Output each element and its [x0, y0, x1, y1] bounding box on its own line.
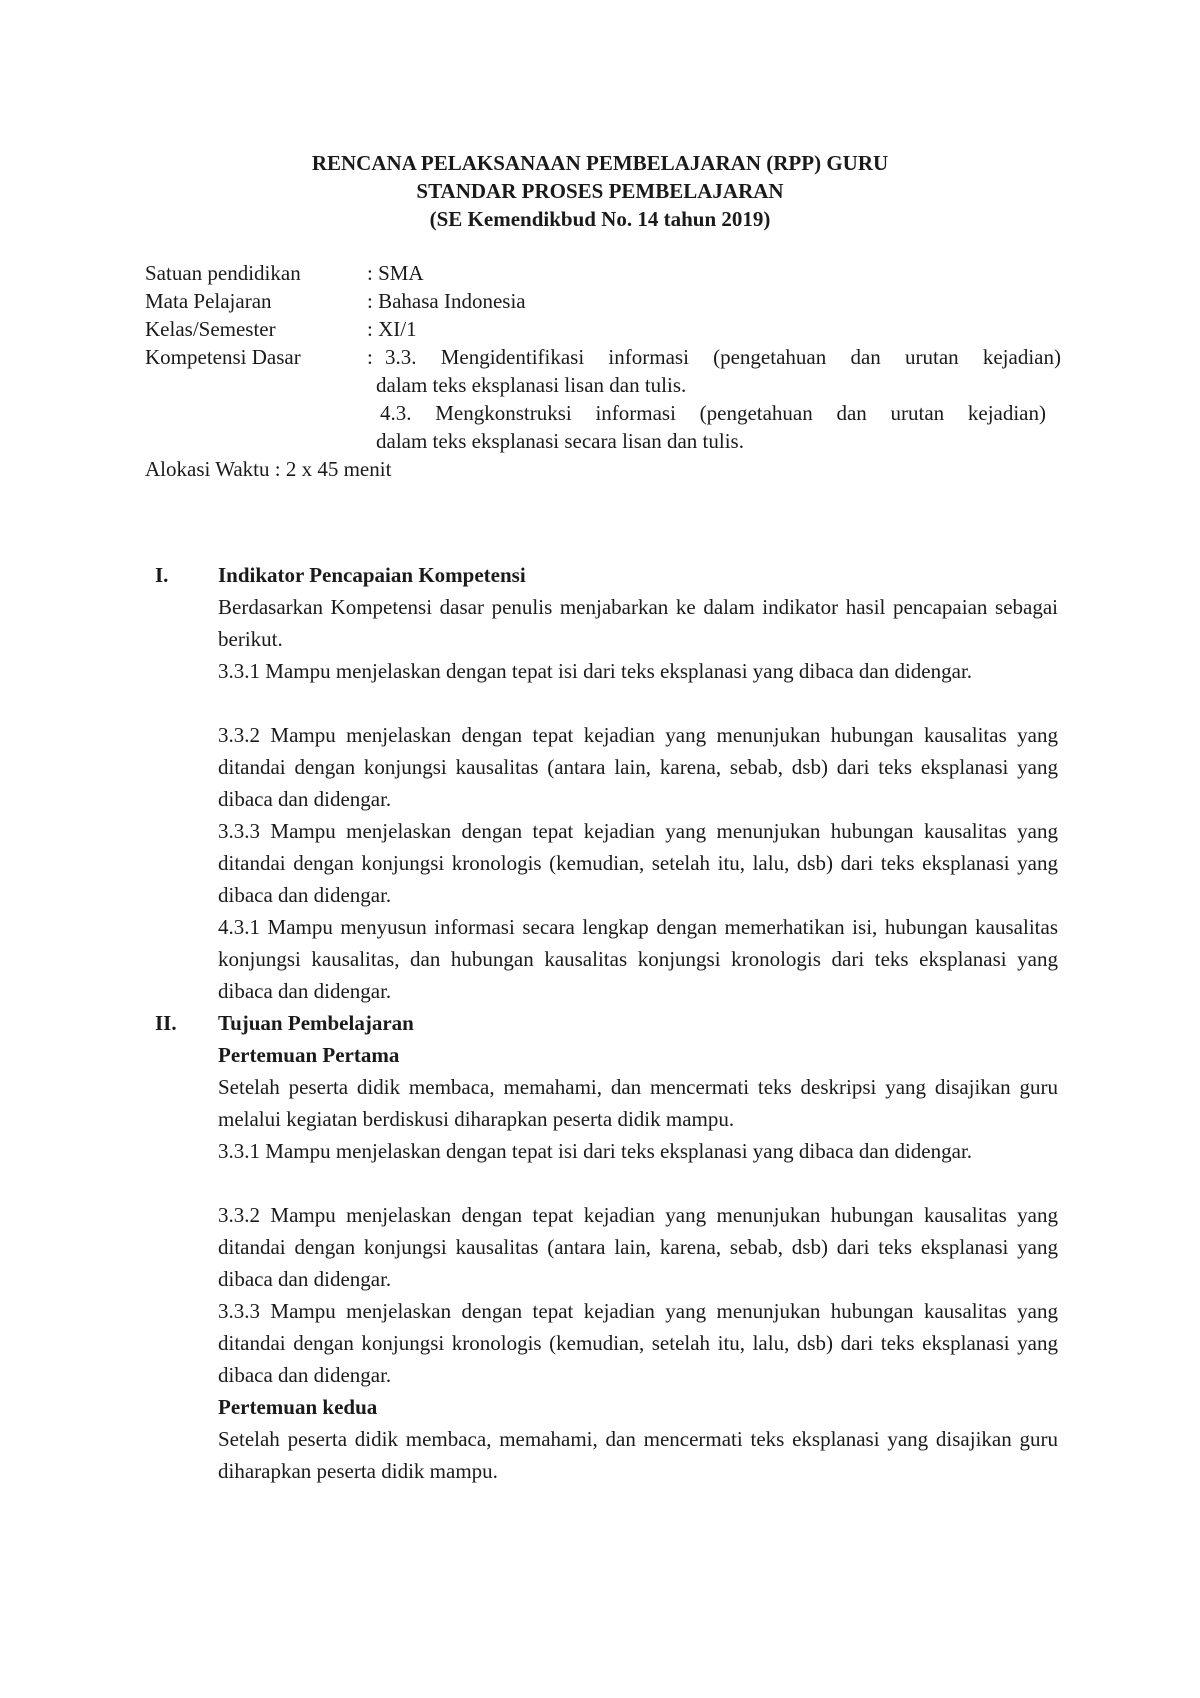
kd1-line2: dalam teks eksplanasi lisan dan tulis.	[376, 373, 687, 397]
meeting2-intro: Setelah peserta didik membaca, memahami, dan mencermati teks eksplanasi yang disajikan guru diharapkan peserta didik mampu.	[218, 1427, 1058, 1483]
kd-colon: :	[367, 345, 373, 369]
mapel-value: : Bahasa Indonesia	[367, 289, 526, 313]
identity-row-mapel	[145, 287, 1085, 315]
section2-number: II.	[155, 1011, 177, 1035]
meeting2-heading: Pertemuan kedua	[218, 1395, 378, 1419]
section1-heading: Indikator Pencapaian Kompetensi	[218, 563, 526, 587]
section2-heading: Tujuan Pembelajaran	[218, 1011, 414, 1035]
doc-title-line3: (SE Kemendikbud No. 14 tahun 2019)	[429, 207, 771, 231]
section1-item: 3.3.1 Mampu menjelaskan dengan tepat isi dari teks eksplanasi yang dibaca dan didengar.	[218, 659, 973, 683]
meeting1-heading: Pertemuan Pertama	[218, 1043, 400, 1067]
section1-item: 4.3.1 Mampu menyusun informasi secara lengkap dengan memerhatikan isi, hubungan kausalitas konjungsi kausalitas, dan hubungan kausalitas konjungsi kronologis dari teks eksplanasi yang dibaca dan didengar.	[218, 915, 1058, 1003]
identity-row-satuan	[145, 259, 1085, 287]
meeting1-item: 3.3.3 Mampu menjelaskan dengan tepat kejadian yang menunjukan hubungan kausalitas yang ditandai dengan konjungsi kronologis (kemudian, setelah itu, lalu, dsb) dari teks eksplanasi yang dibaca dan didengar.	[218, 1299, 1058, 1387]
doc-title-line1: RENCANA PELAKSANAAN PEMBELAJARAN (RPP) GURU	[311, 151, 889, 175]
doc-title-line2: STANDAR PROSES PEMBELAJARAN	[416, 179, 784, 203]
satuan-value: : SMA	[367, 261, 424, 285]
satuan-label: Satuan pendidikan	[145, 261, 301, 285]
section1-item: 3.3.3 Mampu menjelaskan dengan tepat kejadian yang menunjukan hubungan kausalitas yang ditandai dengan konjungsi kronologis (kemudian, setelah itu, lalu, dsb) dari teks eksplanasi yang dibaca dan didengar.	[218, 819, 1058, 907]
section1-intro: Berdasarkan Kompetensi dasar penulis menjabarkan ke dalam indikator hasil pencapaian sebagai berikut.	[218, 595, 1058, 651]
alokasi-waktu: Alokasi Waktu : 2 x 45 menit	[145, 457, 392, 481]
meeting1-item: 3.3.2 Mampu menjelaskan dengan tepat kejadian yang menunjukan hubungan kausalitas yang ditandai dengan konjungsi kausalitas (antara lain, karena, sebab, dsb) dari teks eksplanasi yang dibaca dan didengar.	[218, 1203, 1058, 1291]
section1-item: 3.3.2 Mampu menjelaskan dengan tepat kejadian yang menunjukan hubungan kausalitas yang ditandai dengan konjungsi kausalitas (antara lain, karena, sebab, dsb) dari teks eksplanasi yang dibaca dan didengar.	[218, 723, 1058, 811]
kd-label: Kompetensi Dasar	[145, 345, 301, 369]
kelas-value: : XI/1	[367, 317, 417, 341]
kd2-line1: 4.3. Mengkonstruksi informasi (pengetahuan dan urutan kejadian)	[380, 401, 1046, 425]
kelas-label: Kelas/Semester	[145, 317, 276, 341]
mapel-label: Mata Pelajaran	[145, 289, 272, 313]
kd1-line1: 3.3. Mengidentifikasi informasi (pengetahuan dan urutan kejadian)	[385, 345, 1061, 369]
meeting1-item: 3.3.1 Mampu menjelaskan dengan tepat isi dari teks eksplanasi yang dibaca dan didengar.	[218, 1139, 973, 1163]
identity-row-kelas	[145, 315, 1085, 343]
kd2-line2: dalam teks eksplanasi secara lisan dan tulis.	[376, 429, 744, 453]
meeting1-intro: Setelah peserta didik membaca, memahami, dan mencermati teks deskripsi yang disajikan guru melalui kegiatan berdiskusi diharapkan peserta didik mampu.	[218, 1075, 1058, 1131]
section1-number: I.	[155, 563, 169, 587]
